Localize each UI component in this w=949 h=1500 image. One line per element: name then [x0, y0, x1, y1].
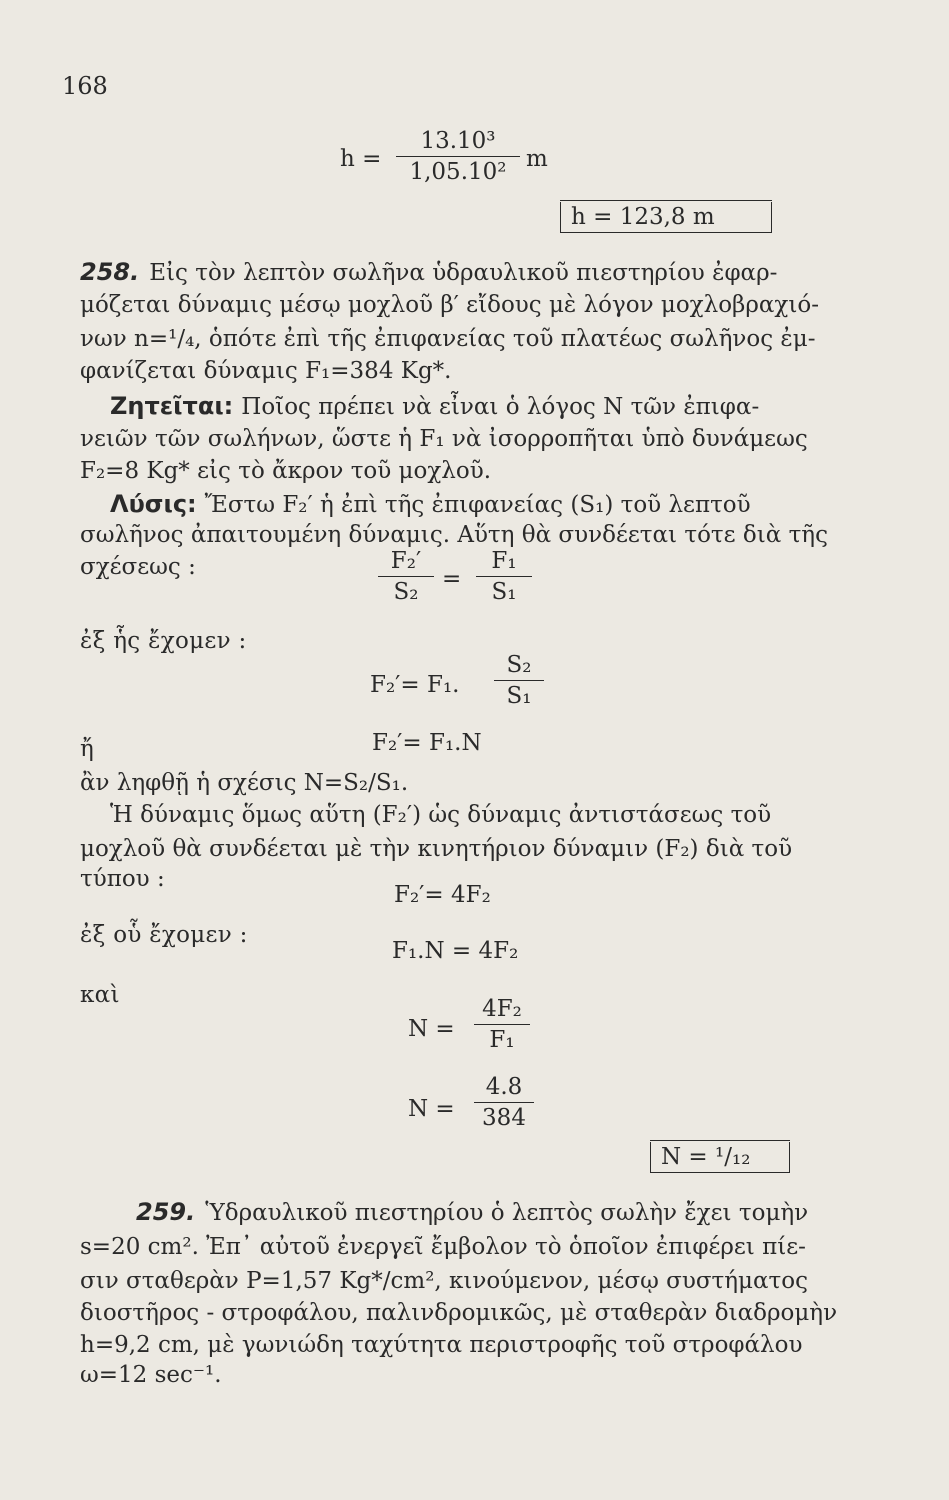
eq7-lhs: N =: [408, 1096, 455, 1122]
problem-258-line-2: μόζεται δύναμις μέσῳ μοχλοῦ β′ εἴδους μὲ λόγον μοχλοβραχιό-: [80, 292, 819, 318]
paragraph-line-2: μοχλοῦ θὰ συνδέεται μὲ τὴν κινητήριον δύναμιν (F₂) διὰ τοῦ: [80, 836, 793, 862]
result-n-box: N = ¹/₁₂: [650, 1142, 790, 1173]
problem-259-number: 259.: [136, 1198, 196, 1226]
eq1-left-denominator: S₂: [378, 576, 434, 605]
eq6-numerator: 4F₂: [482, 996, 522, 1022]
eq3: F₂′= F₁.N: [372, 730, 482, 756]
asked-line-3: F₂=8 Kg* εἰς τὸ ἄκρον τοῦ μοχλοῦ.: [80, 458, 492, 484]
formula-h-fraction: [396, 128, 520, 185]
eq2-numerator: S₂: [506, 652, 532, 678]
or-word: ἤ: [80, 736, 95, 762]
problem-259-line-4: διοστῆρος - στροφάλου, παλινδρομικῶς, μὲ σταθερὰν διαδρομὴν: [80, 1300, 838, 1326]
formula-h-lhs: h =: [340, 146, 382, 172]
eq1-equals: =: [442, 566, 462, 592]
result-n-box-top: [650, 1140, 790, 1141]
eq1-right-fraction: [476, 548, 532, 605]
solution-line-1: [110, 490, 900, 518]
formula-h-denominator: 1,05.10²: [396, 156, 520, 185]
asked-label: Ζητεῖται:: [110, 392, 234, 420]
eq6-lhs: N =: [408, 1016, 455, 1042]
eq7-fraction: [474, 1074, 534, 1131]
problem-259-text-1: Ὑδραυλικοῦ πιεστηρίου ὁ λεπτὸς σωλὴν ἔχει τομὴν: [205, 1200, 809, 1226]
formula-h-unit: m: [526, 146, 548, 172]
asked-line-2: νειῶν τῶν σωλήνων, ὥστε ἡ F₁ νὰ ἰσορροπῆται ὑπὸ δυνάμεως: [80, 426, 808, 452]
solution-line-3: σχέσεως :: [80, 554, 196, 580]
paragraph-line-3: τύπου :: [80, 866, 165, 892]
problem-259-line-6: ω=12 sec⁻¹.: [80, 1362, 222, 1388]
if-taken-line: ἂν ληφθῇ ἡ σχέσις N=S₂/S₁.: [80, 770, 409, 796]
from-which-label: ἐξ ἧς ἔχομεν :: [80, 628, 247, 654]
eq4: F₂′= 4F₂: [394, 882, 491, 908]
eq1-left-fraction: [378, 548, 434, 605]
solution-text-1: Ἔστω F₂′ ἡ ἐπὶ τῆς ἐπιφανείας (S₁) τοῦ λεπτοῦ: [204, 492, 751, 518]
eq1-right-denominator: S₁: [476, 576, 532, 605]
eq1-left-numerator: F₂′: [390, 548, 422, 574]
problem-258-line-3: νων n=¹/₄, ὁπότε ἐπὶ τῆς ἐπιφανείας τοῦ πλατέως σωλῆνος ἐμ-: [80, 326, 816, 352]
paragraph-line-1: Ἡ δύναμις ὅμως αὕτη (F₂′) ὡς δύναμις ἀντιστάσεως τοῦ: [110, 802, 772, 828]
eq2-fraction: [494, 652, 544, 709]
formula-h-numerator: 13.10³: [420, 128, 496, 154]
eq7-denominator: 384: [474, 1102, 534, 1131]
asked-line-1: [110, 392, 900, 420]
eq7-numerator: 4.8: [485, 1074, 523, 1100]
problem-259-line-2: s=20 cm². Ἐπ᾽ αὐτοῦ ἐνεργεῖ ἔμβολον τὸ ὁποῖον ἐπιφέρει πίε-: [80, 1234, 806, 1260]
problem-259-line-5: h=9,2 cm, μὲ γωνιώδη ταχύτητα περιστροφῆς τοῦ στροφάλου: [80, 1332, 803, 1358]
eq6-fraction: [474, 996, 530, 1053]
result-h-box: h = 123,8 m: [560, 202, 772, 233]
asked-text-1: Ποῖος πρέπει νὰ εἶναι ὁ λόγος N τῶν ἐπιφα-: [241, 394, 760, 420]
problem-259-line-1: [136, 1198, 876, 1226]
eq2-lhs: F₂′= F₁.: [370, 672, 460, 698]
page-number: 168: [62, 72, 108, 100]
eq1-right-numerator: F₁: [491, 548, 517, 574]
problem-258-line-4: φανίζεται δύναμις F₁=384 Kg*.: [80, 358, 452, 384]
solution-line-2: σωλῆνος ἀπαιτουμένη δύναμις. Αὕτη θὰ συνδέεται τότε διὰ τῆς: [80, 522, 828, 548]
eq2-denominator: S₁: [494, 680, 544, 709]
result-h-box-top: [560, 200, 772, 201]
problem-259-line-3: σιν σταθερὰν P=1,57 Kg*/cm², κινούμενον, μέσῳ συστήματος: [80, 1268, 808, 1294]
eq6-denominator: F₁: [474, 1024, 530, 1053]
from-where-label: ἐξ οὗ ἔχομεν :: [80, 922, 248, 948]
problem-258-line-1: [80, 258, 870, 286]
problem-258-number: 258.: [80, 258, 140, 286]
and-word: καὶ: [80, 982, 120, 1008]
problem-258-text-1: Εἰς τὸν λεπτὸν σωλῆνα ὑδραυλικοῦ πιεστηρίου ἐφαρ-: [149, 260, 778, 286]
solution-label: Λύσις:: [110, 490, 197, 518]
eq5: F₁.N = 4F₂: [392, 938, 519, 964]
